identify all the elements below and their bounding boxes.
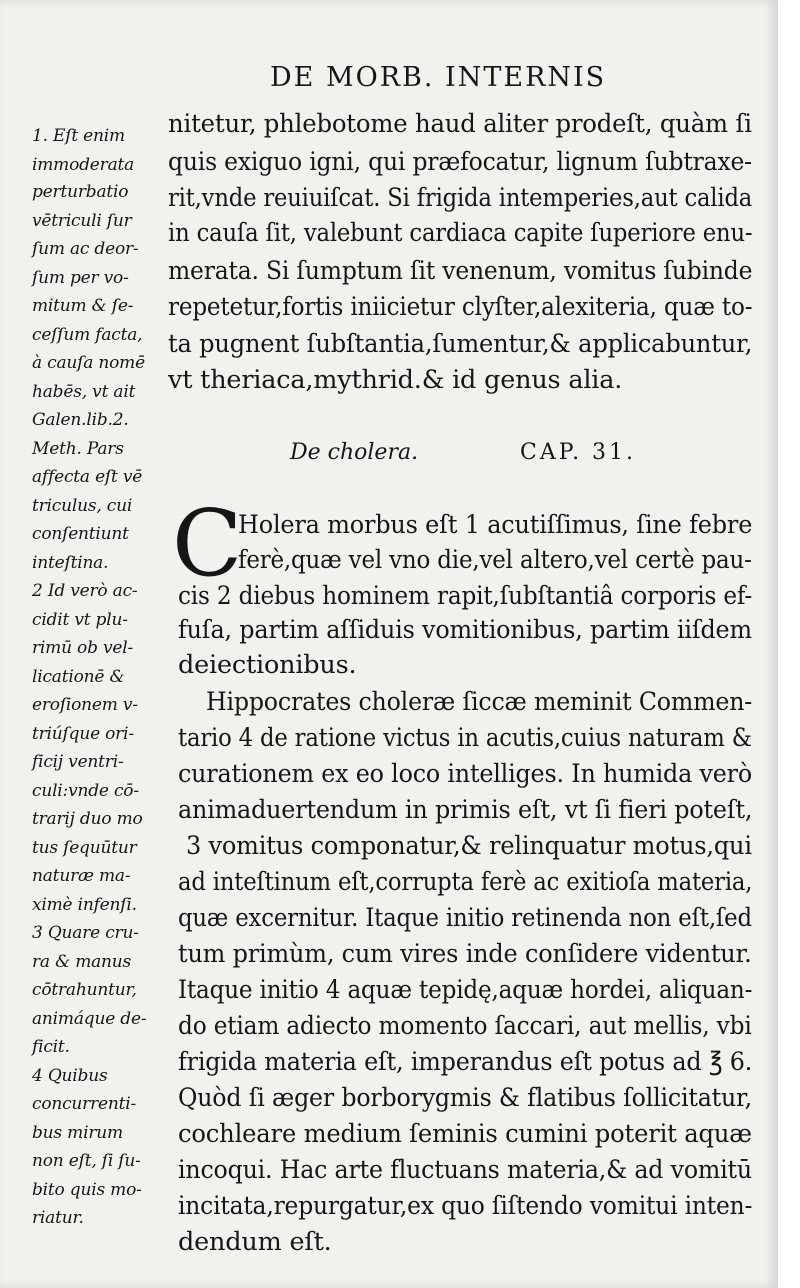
- text-line: incoqui. Hac arte fluctuans materia,& ad vomitū: [178, 1155, 752, 1185]
- text-line: ferè,quæ vel vno die,vel altero,vel certè pau-: [238, 545, 752, 575]
- text-line: in cauſa ſit, valebunt cardiaca capite ſuperiore enu-: [168, 218, 753, 248]
- margin-note-line: trarij duo mo: [32, 809, 143, 829]
- margin-note-line: inteſtina.: [32, 553, 109, 573]
- margin-note-line: Meth. Pars: [32, 439, 124, 459]
- text-line: repetetur,fortis iniicietur clyſter,alexiteria, quæ to-: [168, 292, 753, 322]
- text-line: fuſa, partim aſſiduis vomitionibus, partim iiſdem: [178, 615, 752, 645]
- margin-note-line: bus mirum: [32, 1123, 123, 1143]
- margin-note-line: vētriculi ſur: [32, 211, 132, 231]
- margin-note-line: naturæ ma-: [32, 866, 131, 886]
- margin-note-line: à cauſa nomē: [32, 353, 145, 373]
- margin-note-line: culi:vnde cō-: [32, 781, 139, 801]
- text-line: dendum eſt.: [178, 1227, 332, 1257]
- margin-note-line: licationē &: [32, 667, 125, 687]
- chapter-title: De cholera.: [290, 440, 419, 465]
- margin-note-line: 1. Eſt enim: [32, 126, 125, 146]
- text-line: deiectionibus.: [178, 650, 357, 680]
- text-line: ad inteſtinum eſt,corrupta ferè ac exitioſa materia,: [178, 867, 753, 897]
- margin-note-line: riatur.: [32, 1208, 84, 1228]
- margin-note-line: perturbatio: [32, 182, 129, 202]
- margin-note-line: Galen.lib.2.: [32, 410, 129, 430]
- margin-note-line: mitum & ſe-: [32, 296, 134, 316]
- text-line: incitata,repurgatur,ex quo ſiſtendo vomitui inten-: [178, 1191, 753, 1221]
- text-line: merata. Si ſumptum ſit venenum, vomitus ſubinde: [168, 256, 753, 286]
- text-line: rit,vnde reuiuiſcat. Si frigida intemperies,aut calida: [168, 183, 753, 213]
- margin-note-line: animáque de-: [32, 1009, 147, 1029]
- text-line: cis 2 diebus hominem rapit,ſubſtantiâ corporis ef-: [178, 581, 753, 611]
- text-line: nitetur, phlebotome haud aliter prodeſt, quàm ſi: [168, 109, 752, 139]
- text-line: animaduertendum in primis eſt, vt ſi fieri poteſt,: [178, 795, 753, 825]
- margin-note-line: cōtrahuntur,: [32, 980, 137, 1000]
- margin-note-line: 4 Quibus: [32, 1066, 108, 1086]
- drop-cap-initial: C: [172, 490, 243, 597]
- text-line: quæ excernitur. Itaque initio retinenda non eſt,ſed: [178, 903, 752, 933]
- text-line: curationem ex eo loco intelliges. In humida verò: [178, 759, 752, 789]
- margin-note-line: concurrenti-: [32, 1094, 137, 1114]
- margin-note-line: ſum ac deor-: [32, 239, 139, 259]
- margin-note-line: eroſionem v-: [32, 695, 138, 715]
- text-line: tario 4 de ratione victus in acutis,cuius naturam &: [178, 723, 752, 753]
- margin-note-line: ficij ventri-: [32, 752, 124, 772]
- margin-note-line: non eſt, ſi ſu-: [32, 1151, 141, 1171]
- margin-note-line: immoderata: [32, 155, 135, 175]
- margin-note-line: ximè infenſi.: [32, 895, 137, 915]
- margin-note-line: conſentiunt: [32, 524, 129, 544]
- chapter-number: CAP. 31.: [520, 440, 637, 465]
- text-line: 3 vomitus componatur,& relinquatur motus,qui: [186, 831, 752, 861]
- margin-note-line: 3 Quare cru-: [32, 923, 139, 943]
- text-line: frigida materia eſt, imperandus eſt potus ad ℥ 6.: [178, 1047, 753, 1077]
- margin-note-line: ſum per vo-: [32, 268, 129, 288]
- margin-note-line: cidit vt plu-: [32, 610, 128, 630]
- text-line: ta pugnent ſubſtantia,ſumentur,& applicabuntur,: [168, 329, 753, 359]
- margin-note-line: habēs, vt ait: [32, 382, 136, 402]
- margin-note-line: tus ſequūtur: [32, 838, 137, 858]
- text-line: tum primùm, cum vires inde conſidere videntur.: [178, 939, 752, 969]
- text-line: Holera morbus eſt 1 acutiſſimus, ſine febre: [238, 510, 753, 540]
- text-line: Hippocrates choleræ ſiccæ meminit Commen-: [206, 687, 753, 717]
- text-line: Quòd ſi æger borborygmis & flatibus ſollicitatur,: [178, 1083, 752, 1113]
- margin-note-line: ra & manus: [32, 952, 132, 972]
- text-line: cochleare medium ſeminis cumini poterit aquæ: [178, 1119, 752, 1149]
- margin-note-line: affecta eſt vē: [32, 467, 143, 487]
- text-line: Itaque initio 4 aquæ tepidę,aquæ hordei, aliquan-: [178, 975, 753, 1005]
- margin-note-line: ficit.: [32, 1037, 70, 1057]
- margin-note-line: triúſque ori-: [32, 724, 134, 744]
- text-line: quis exiguo igni, qui præfocatur, lignum ſubtraxe-: [168, 147, 752, 177]
- margin-note-line: 2 Id verò ac-: [32, 581, 138, 601]
- text-line: do etiam adiecto momento ſaccari, aut mellis, vbi: [178, 1011, 752, 1041]
- margin-note-line: triculus, cui: [32, 496, 133, 516]
- margin-note-line: ceſſum facta,: [32, 325, 143, 345]
- margin-note-line: bito quis mo-: [32, 1180, 142, 1200]
- running-head: DE MORB. INTERNIS: [270, 62, 607, 93]
- text-line: vt theriaca,mythrid.& id genus alia.: [168, 365, 623, 395]
- margin-note-line: rimū ob vel-: [32, 638, 134, 658]
